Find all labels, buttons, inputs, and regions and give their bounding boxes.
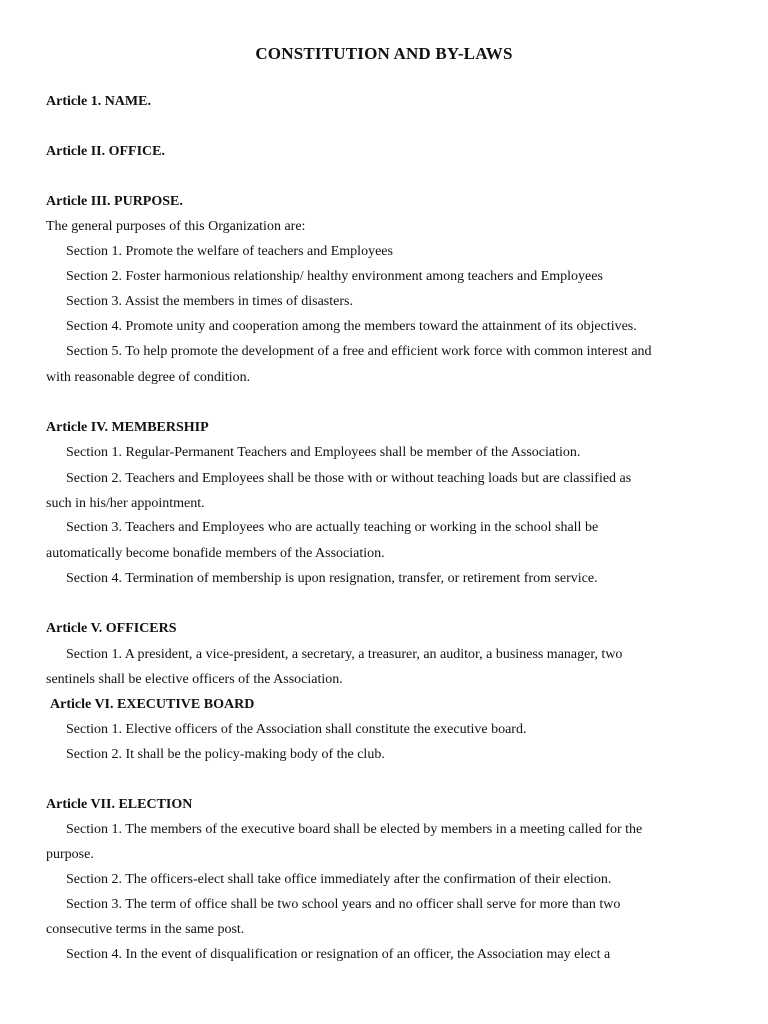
article-7-section-1: Section 1. The members of the executive board shall be elected by members in a meeting called for the (66, 822, 643, 837)
article-6-section-1: Section 1. Elective officers of the Association shall constitute the executive board. (66, 722, 527, 737)
article-3-heading: Article III. PURPOSE. (46, 194, 183, 209)
article-7-section-1-cont: purpose. (46, 847, 94, 862)
article-1-heading: Article 1. NAME. (46, 94, 151, 109)
document-title: CONSTITUTION AND BY-LAWS (255, 44, 513, 63)
article-3-section-2: Section 2. Foster harmonious relationship/ healthy environment among teachers and Employees (66, 269, 603, 284)
article-4-heading: Article IV. MEMBERSHIP (46, 420, 209, 435)
article-4-section-2: Section 2. Teachers and Employees shall be those with or without teaching loads but are classified as (66, 471, 632, 486)
article-5-heading: Article V. OFFICERS (46, 621, 177, 636)
article-4-section-4: Section 4. Termination of membership is upon resignation, transfer, or retirement from service. (66, 571, 598, 586)
article-7-section-3: Section 3. The term of office shall be two school years and no officer shall serve for more than two (66, 897, 621, 912)
article-4-section-1: Section 1. Regular-Permanent Teachers and Employees shall be member of the Association. (66, 445, 581, 460)
article-5-section-1-cont: sentinels shall be elective officers of the Association. (46, 672, 343, 687)
article-4-section-2-cont: such in his/her appointment. (46, 496, 205, 511)
article-6-section-2: Section 2. It shall be the policy-making body of the club. (66, 747, 385, 762)
article-7-section-4: Section 4. In the event of disqualification or resignation of an officer, the Association may elect a (66, 947, 611, 962)
article-3-section-4: Section 4. Promote unity and cooperation among the members toward the attainment of its objectives. (66, 319, 637, 334)
article-2-heading: Article II. OFFICE. (46, 144, 165, 159)
article-3-intro: The general purposes of this Organization are: (46, 219, 306, 234)
article-7-section-2: Section 2. The officers-elect shall take office immediately after the confirmation of their election. (66, 872, 612, 887)
article-3-section-5-cont: with reasonable degree of condition. (46, 370, 251, 385)
article-7-heading: Article VII. ELECTION (46, 797, 193, 812)
article-3-section-5: Section 5. To help promote the development of a free and efficient work force with common interest and (66, 344, 652, 359)
article-5-section-1: Section 1. A president, a vice-president, a secretary, a treasurer, an auditor, a business manager, two (66, 647, 623, 662)
article-4-section-3-cont: automatically become bonafide members of the Association. (46, 546, 385, 561)
article-3-section-1: Section 1. Promote the welfare of teachers and Employees (66, 244, 393, 259)
article-3-section-3: Section 3. Assist the members in times of disasters. (66, 294, 353, 309)
article-4-section-3: Section 3. Teachers and Employees who are actually teaching or working in the school shall be (66, 520, 599, 535)
article-7-section-3-cont: consecutive terms in the same post. (46, 922, 245, 937)
article-6-heading: Article VI. EXECUTIVE BOARD (50, 697, 255, 712)
